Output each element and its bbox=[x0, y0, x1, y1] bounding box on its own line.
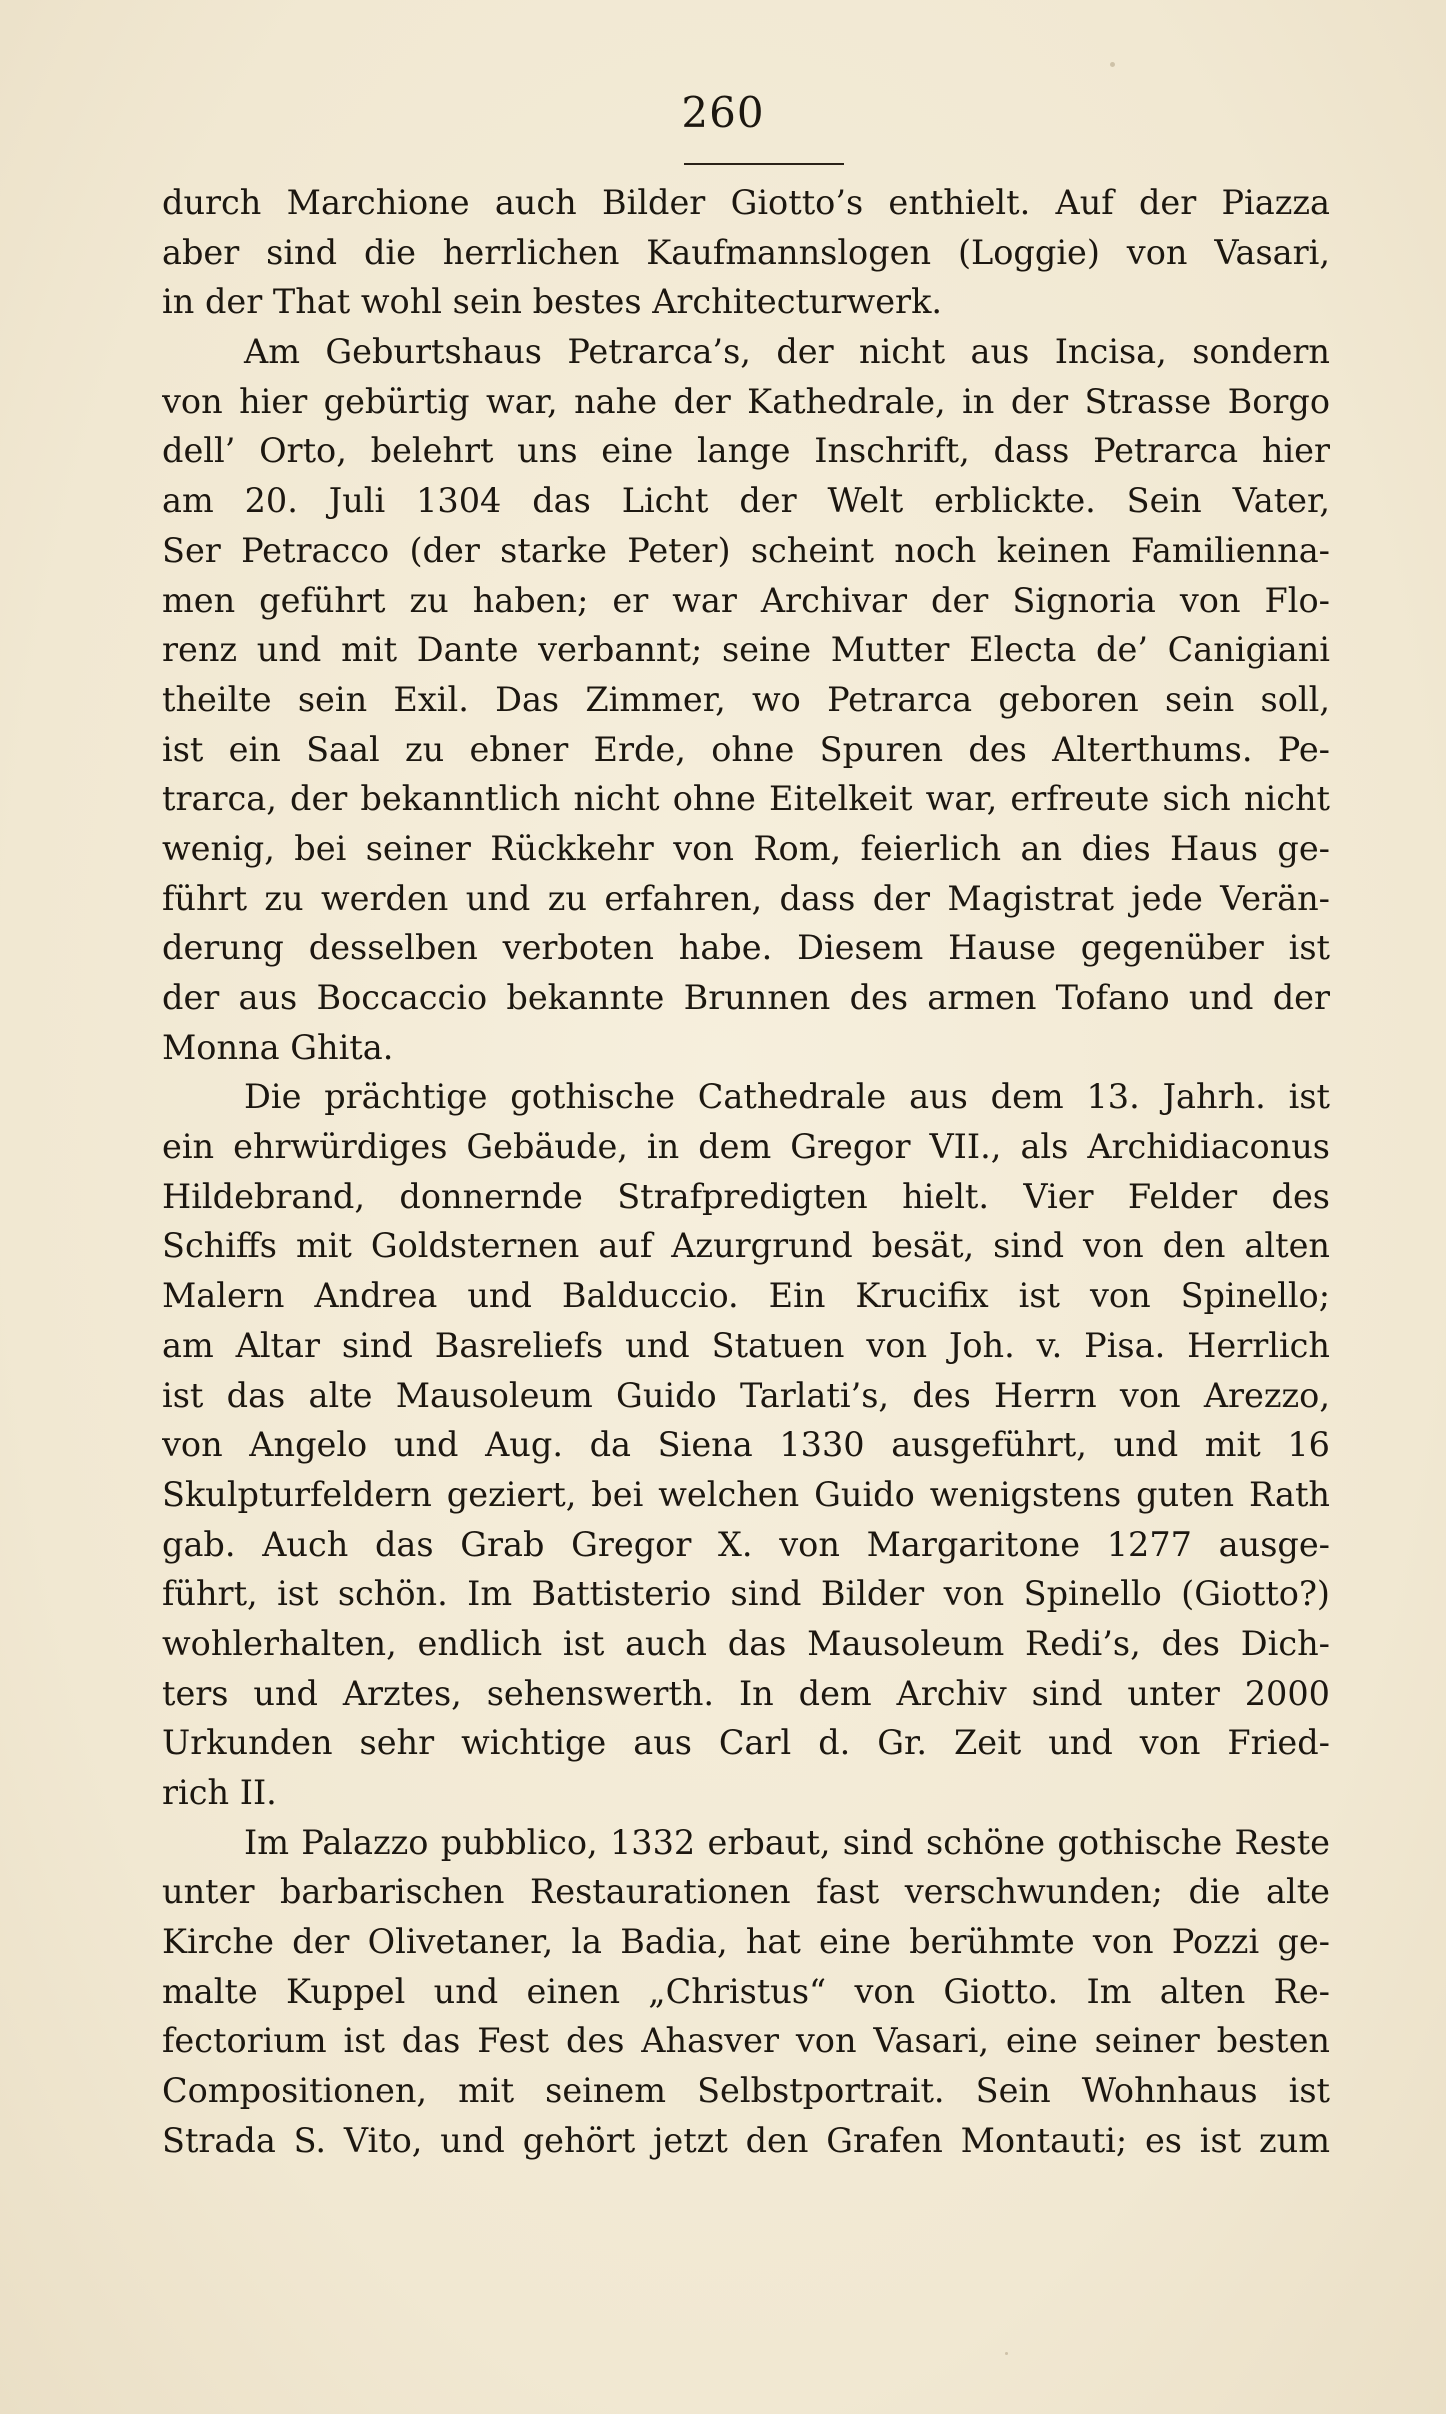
body-text bbox=[162, 178, 1330, 2166]
paper-speck bbox=[1005, 2352, 1008, 2355]
text-line: malte Kuppel und einen „Christus“ von Giotto. Im alten Re- bbox=[162, 1971, 1330, 2011]
text-line: trarca, der bekanntlich nicht ohne Eitelkeit war, erfreute sich nicht bbox=[162, 779, 1330, 819]
text-line: Hildebrand, donnernde Strafpredigten hielt. Vier Felder des bbox=[162, 1176, 1330, 1216]
text-line: der aus Boccaccio bekannte Brunnen des armen Tofano und der bbox=[162, 978, 1330, 1017]
text-line: führt, ist schön. Im Battisterio sind Bilder von Spinello (Giotto?) bbox=[162, 1574, 1330, 1614]
text-line: Compositionen, mit seinem Selbstportrait. Sein Wohnhaus ist bbox=[162, 2071, 1330, 2111]
text-line: Strada S. Vito, und gehört jetzt den Grafen Montauti; es ist zum bbox=[162, 2120, 1330, 2160]
text-line: Die prächtige gothische Cathedrale aus dem 13. Jahrh. ist bbox=[244, 1077, 1330, 1117]
text-line: von Angelo und Aug. da Siena 1330 ausgeführt, und mit 16 bbox=[162, 1425, 1330, 1465]
text-line: rich II. bbox=[162, 1773, 277, 1812]
paper-speck bbox=[1110, 62, 1115, 67]
text-line: Am Geburtshaus Petrarca’s, der nicht aus Incisa, sondern bbox=[244, 332, 1330, 372]
text-line: Malern Andrea und Balduccio. Ein Krucifix ist von Spinello; bbox=[162, 1276, 1330, 1316]
text-line: ein ehrwürdiges Gebäude, in dem Gregor VII., als Archidiaconus bbox=[162, 1127, 1330, 1167]
text-line: ist ein Saal zu ebner Erde, ohne Spuren des Alterthums. Pe- bbox=[162, 729, 1330, 769]
text-line: durch Marchione auch Bilder Giotto’s enthielt. Auf der Piazza bbox=[162, 183, 1330, 222]
header-rule bbox=[684, 163, 844, 165]
text-line: aber sind die herrlichen Kaufmannslogen (Loggie) von Vasari, bbox=[162, 232, 1330, 272]
text-line: führt zu werden und zu erfahren, dass der Magistrat jede Verän- bbox=[162, 878, 1330, 918]
text-line: men geführt zu haben; er war Archivar der Signoria von Flo- bbox=[162, 580, 1330, 620]
text-line: renz und mit Dante verbannt; seine Mutter Electa de’ Canigiani bbox=[162, 630, 1330, 670]
text-line: Schiffs mit Goldsternen auf Azurgrund besät, sind von den alten bbox=[162, 1226, 1330, 1266]
text-line: Urkunden sehr wichtige aus Carl d. Gr. Zeit und von Fried- bbox=[162, 1723, 1330, 1763]
text-line: Ser Petracco (der starke Peter) scheint noch keinen Familienna- bbox=[162, 530, 1330, 570]
text-line: dell’ Orto, belehrt uns eine lange Inschrift, dass Petrarca hier bbox=[162, 431, 1330, 471]
text-line: wohlerhalten, endlich ist auch das Mausoleum Redi’s, des Dich- bbox=[162, 1623, 1330, 1663]
text-line: am Altar sind Basreliefs und Statuen von Joh. v. Pisa. Herrlich bbox=[162, 1325, 1330, 1365]
page-number: 260 bbox=[681, 88, 765, 137]
text-line: ist das alte Mausoleum Guido Tarlati’s, des Herrn von Arezzo, bbox=[162, 1375, 1330, 1415]
text-line: derung desselben verboten habe. Diesem Hause gegenüber ist bbox=[162, 928, 1330, 968]
text-line: gab. Auch das Grab Gregor X. von Margaritone 1277 ausge- bbox=[162, 1524, 1330, 1564]
text-line: unter barbarischen Restaurationen fast verschwunden; die alte bbox=[162, 1872, 1330, 1912]
text-line: fectorium ist das Fest des Ahasver von Vasari, eine seiner besten bbox=[162, 2021, 1330, 2061]
text-line: wenig, bei seiner Rückkehr von Rom, feierlich an dies Haus ge- bbox=[162, 828, 1330, 868]
text-line: von hier gebürtig war, nahe der Kathedrale, in der Strasse Borgo bbox=[162, 381, 1330, 421]
text-line: Monna Ghita. bbox=[162, 1027, 394, 1067]
text-line: in der That wohl sein bestes Architecturwerk. bbox=[162, 282, 943, 322]
text-line: Im Palazzo pubblico, 1332 erbaut, sind schöne gothische Reste bbox=[244, 1822, 1330, 1862]
text-line: theilte sein Exil. Das Zimmer, wo Petrarca geboren sein soll, bbox=[162, 679, 1330, 719]
text-line: Kirche der Olivetaner, la Badia, hat eine berühmte von Pozzi ge- bbox=[162, 1922, 1330, 1962]
text-line: am 20. Juli 1304 das Licht der Welt erblickte. Sein Vater, bbox=[162, 481, 1330, 521]
text-line: ters und Arztes, sehenswerth. In dem Archiv sind unter 2000 bbox=[162, 1673, 1330, 1713]
text-line: Skulpturfeldern geziert, bei welchen Guido wenigstens guten Rath bbox=[162, 1474, 1330, 1514]
